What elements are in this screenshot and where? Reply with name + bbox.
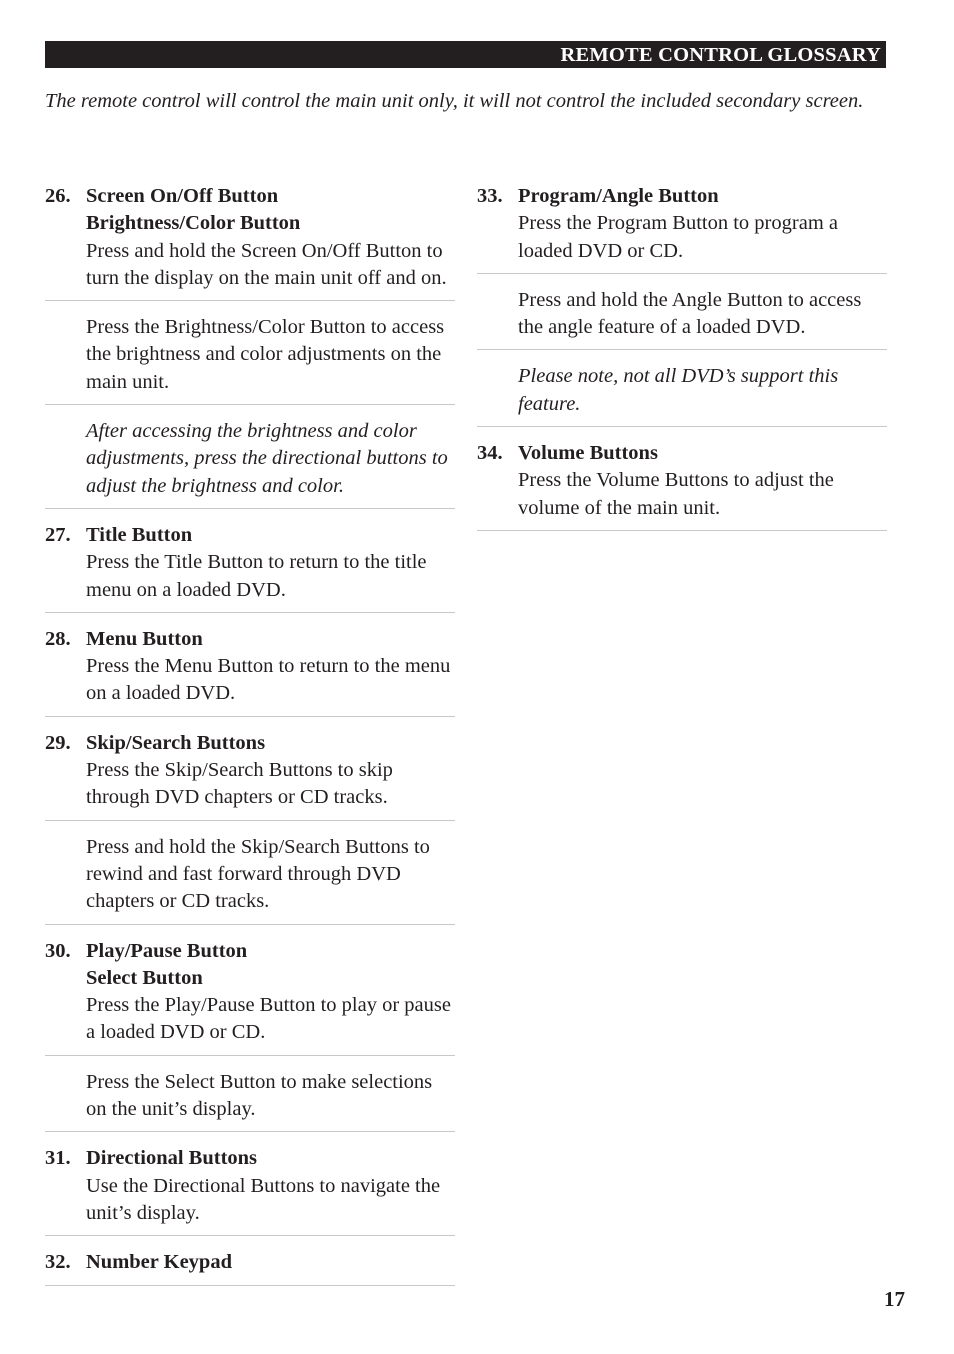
entry-title: Brightness/Color Button (86, 212, 301, 235)
page-number: 17 (884, 1287, 905, 1311)
glossary-entry (45, 1248, 455, 1285)
entry-number: 28. (45, 627, 71, 650)
entry-description: Press and hold the Skip/Search Buttons to rewind and fast forward through DVD chapters or CD tracks. (86, 835, 430, 913)
entry-description: Press the Skip/Search Buttons to skip through DVD chapters or CD tracks. (86, 759, 393, 809)
glossary-entry (477, 182, 887, 274)
entry-note: Please note, not all DVD’s support this feature. (518, 365, 839, 415)
entry-number: 29. (45, 731, 71, 754)
entry-title: Number Keypad (86, 1251, 232, 1274)
left-column (45, 182, 455, 1298)
entry-title: Screen On/Off Button (86, 185, 279, 207)
glossary-entry (45, 1068, 455, 1133)
glossary-entry (45, 521, 455, 613)
entry-title: Directional Buttons (86, 1147, 258, 1170)
entry-title: Play/Pause Button (86, 939, 248, 962)
entry-description: Press the Brightness/Color Button to access the brightness and color adjustments on the main unit. (86, 316, 445, 393)
glossary-entry (477, 362, 887, 427)
entry-number: 30. (45, 939, 71, 962)
glossary-entry (45, 833, 455, 925)
glossary-entry (477, 286, 887, 351)
entry-description: Press and hold the Angle Button to access the angle feature of a loaded DVD. (518, 288, 862, 339)
right-column (477, 182, 887, 543)
entry-description: Press and hold the Screen On/Off Button to turn the display on the main unit off and on. (86, 239, 447, 289)
entry-note: After accessing the brightness and color adjustments, press the directional buttons to adjust the brightness and color. (86, 420, 448, 497)
entry-description: Press the Select Button to make selections on the unit’s display. (86, 1070, 433, 1121)
entry-number: 31. (45, 1147, 71, 1170)
glossary-entry (45, 729, 455, 821)
entry-number: 32. (45, 1251, 71, 1274)
entry-number: 34. (477, 442, 503, 465)
entry-title: Select Button (86, 966, 203, 989)
entry-description: Press the Program Button to program a loaded DVD or CD. (518, 212, 838, 262)
glossary-entry (45, 1144, 455, 1236)
intro-note: The remote control will control the main unit only, it will not control the included secondary screen. (45, 90, 864, 112)
entry-title: Menu Button (86, 627, 203, 650)
entry-title: Volume Buttons (518, 442, 658, 465)
glossary-entry (45, 937, 455, 1056)
entry-description: Use the Directional Buttons to navigate the unit’s display. (86, 1174, 441, 1224)
glossary-entry (477, 439, 887, 531)
section-title: REMOTE CONTROL GLOSSARY (560, 44, 881, 66)
entry-title: Skip/Search Buttons (86, 731, 266, 754)
entry-title: Program/Angle Button (518, 185, 719, 207)
entry-number: 33. (477, 185, 503, 207)
entry-description: Press the Menu Button to return to the menu on a loaded DVD. (86, 655, 451, 705)
entry-number: 27. (45, 523, 71, 546)
glossary-entry (45, 313, 455, 405)
entry-description: Press the Title Button to return to the title menu on a loaded DVD. (86, 551, 427, 601)
entry-number: 26. (45, 185, 71, 207)
entry-description: Press the Play/Pause Button to play or pause a loaded DVD or CD. (86, 994, 451, 1044)
section-header (45, 41, 886, 68)
glossary-entry (45, 625, 455, 717)
entry-title: Title Button (86, 523, 193, 546)
glossary-entry (45, 417, 455, 509)
entry-description: Press the Volume Buttons to adjust the volume of the main unit. (518, 469, 834, 519)
glossary-entry (45, 182, 455, 301)
